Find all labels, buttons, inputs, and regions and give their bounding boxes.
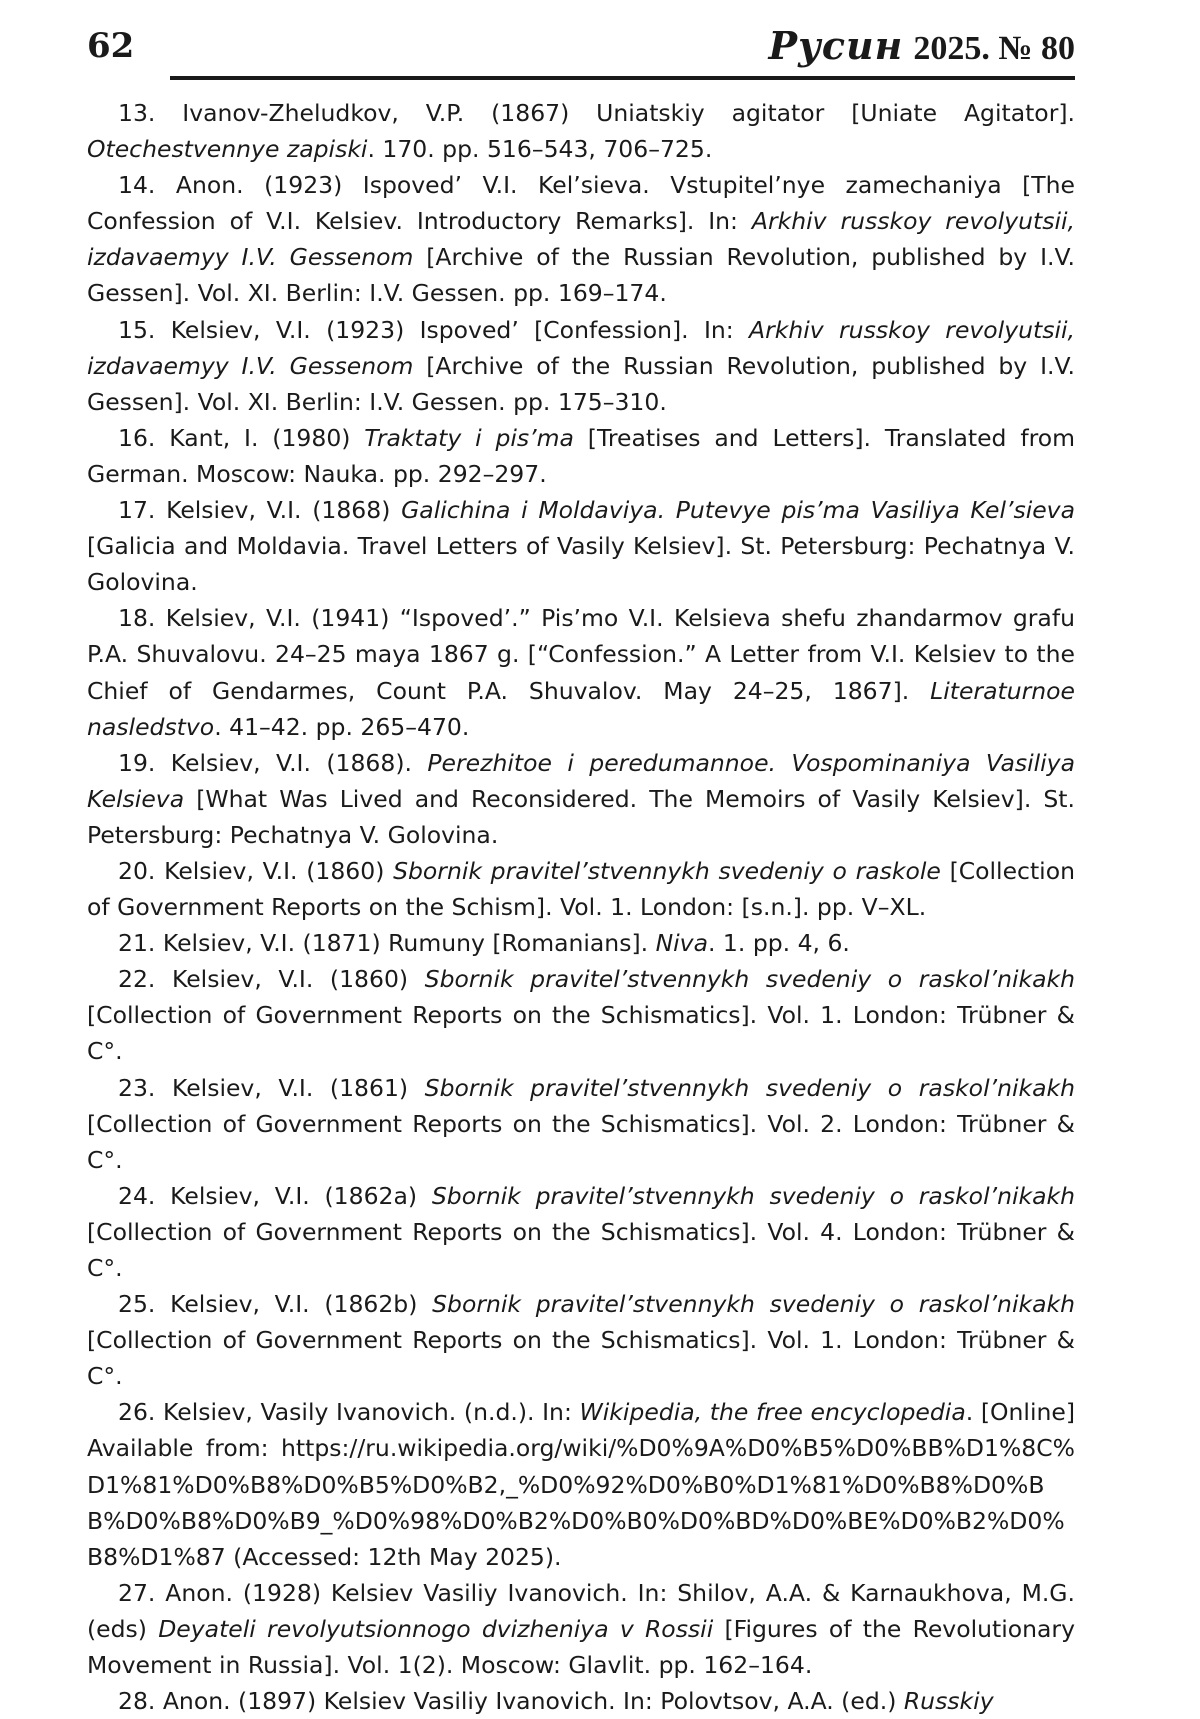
reference-text: 18. Kelsiev, V.I. (1941) “Ispoved’.” Pis’mo V.I. Kelsieva shefu zhandarmov grafu P.A. Shuvalovu. 24–25 maya 1867 g. [“Confession.” A Letter from V.I. Kelsiev to the Chief of Gendarmes, Count P.A. Shuvalov. May 24–25, 1867].: [87, 604, 1075, 705]
reference-entry: [87, 167, 1075, 311]
reference-entry: [87, 925, 1075, 961]
reference-title-italic: Russkiy: [903, 1687, 994, 1716]
reference-text: 27. Anon. (1928) Kelsiev Vasiliy Ivanovich. In: Shilov, A.A. & Karnaukhova, M.G. (eds): [87, 1578, 1075, 1643]
reference-title-italic: Literaturnoe nasledstvo: [87, 676, 1075, 741]
reference-text: [Collection of Government Reports on the Schismatics]. Vol. 1. London: Trübner & C°.: [87, 1326, 1075, 1391]
reference-text: [Figures of the Revolutionary Movement in Russia]. Vol. 1(2). Moscow: Glavlit. pp. 162–164.: [87, 1614, 1075, 1680]
reference-title-italic: Sbornik pravitel’stvennykh svedeniy o raskole: [393, 856, 941, 885]
reference-entry: [87, 1394, 1075, 1574]
reference-text: . 41–42. pp. 265–470.: [214, 712, 470, 741]
reference-text: [Collection of Government Reports on the Schism]. Vol. 1. London: [s.n.]. pp. V–XL.: [87, 856, 1075, 922]
reference-entry: [87, 420, 1075, 492]
reference-entry: [87, 853, 1075, 925]
page-number: 62: [87, 26, 135, 66]
reference-entry: [87, 600, 1075, 744]
reference-text: 22. Kelsiev, V.I. (1860): [118, 965, 425, 994]
reference-title-italic: Perezhitoe i peredumannoe. Vospominaniya Vasiliya Kelsieva: [87, 748, 1075, 813]
reference-title-italic: Sbornik pravitel’stvennykh svedeniy o raskol’nikakh: [424, 1073, 1075, 1102]
reference-text: 23. Kelsiev, V.I. (1861): [118, 1073, 425, 1102]
journal-title: Русин: [768, 23, 904, 68]
reference-text: [Archive of the Russian Revolution, published by I.V. Gessen]. Vol. XI. Berlin: I.V. Gessen. pp. 169–174.: [87, 243, 1075, 308]
reference-text: . [Online] Available from:: [87, 1398, 1076, 1463]
reference-text: 28. Anon. (1897) Kelsiev Vasiliy Ivanovich. In: Polovtsov, A.A. (ed.): [118, 1687, 904, 1716]
reference-list: [87, 95, 1075, 1719]
reference-text: 15. Kelsiev, V.I. (1923) Ispoved’ [Confession]. In:: [118, 315, 750, 344]
reference-text: [Collection of Government Reports on the Schismatics]. Vol. 1. London: Trübner & C°.: [87, 1001, 1075, 1066]
reference-title-italic: Sbornik pravitel’stvennykh svedeniy o raskol’nikakh: [424, 965, 1075, 994]
journal-issue: 2025. № 80: [913, 30, 1075, 67]
reference-text: 16. Kant, I. (1980): [118, 423, 365, 452]
reference-title-italic: Deyateli revolyutsionnogo dvizheniya v Rossii: [158, 1614, 714, 1643]
reference-text: 19. Kelsiev, V.I. (1868).: [118, 748, 428, 777]
reference-entry: [87, 1575, 1075, 1683]
reference-entry: [87, 961, 1075, 1069]
reference-text: [Treatises and Letters]. Translated from German. Moscow: Nauka. pp. 292–297.: [87, 423, 1076, 488]
reference-text: 24. Kelsiev, V.I. (1862a): [118, 1181, 432, 1210]
reference-title-italic: Otechestvennye zapiski: [87, 135, 368, 164]
running-header: [87, 24, 1075, 78]
reference-entry: [87, 745, 1075, 853]
reference-entry: [87, 312, 1075, 420]
reference-title-italic: Sbornik pravitel’stvennykh svedeniy o raskol’nikakh: [432, 1290, 1075, 1319]
reference-text: . 1. pp. 4, 6.: [707, 929, 850, 958]
reference-text: 20. Kelsiev, V.I. (1860): [118, 856, 394, 885]
reference-entry: [87, 95, 1075, 167]
reference-title-italic: Arkhiv russkoy revolyutsii, izdavaemyy I.V. Gessenom: [87, 315, 1075, 380]
reference-entry: [87, 1178, 1075, 1286]
reference-url: https://ru.wikipedia.org/wiki/%D0%9A%D0%B5%D0%BB%D1%8C%D1%81%D0%B8%D0%B5%D0%B2,_%D0%92%D0%B0%D1%81%D0%B8%D0%BB%D0%B8%D0%B9_%D0%98%D0%B2%D0%B0%D0%BD%D0%BE%D0%B2%D0%B8%D1%87: [87, 1434, 1075, 1571]
reference-title-italic: Niva: [655, 929, 708, 958]
reference-text: [Galicia and Moldavia. Travel Letters of Vasily Kelsiev]. St. Petersburg: Pechatnya V. Golovina.: [87, 532, 1075, 597]
reference-entry: [87, 1070, 1075, 1178]
reference-text: (Accessed: 12th May 2025).: [225, 1542, 562, 1571]
reference-entry: [87, 492, 1075, 600]
reference-text: [What Was Lived and Reconsidered. The Memoirs of Vasily Kelsiev]. St. Petersburg: Pechatnya V. Golovina.: [87, 784, 1075, 849]
reference-title-italic: Traktaty i pis’ma: [364, 423, 574, 452]
reference-title-italic: Wikipedia, the free encyclopedia: [579, 1398, 966, 1427]
reference-text: 26. Kelsiev, Vasily Ivanovich. (n.d.). In:: [118, 1398, 580, 1427]
reference-text: [Archive of the Russian Revolution, published by I.V. Gessen]. Vol. XI. Berlin: I.V. Gessen. pp. 175–310.: [87, 351, 1075, 416]
reference-text: 17. Kelsiev, V.I. (1868): [118, 496, 402, 525]
reference-text: 13. Ivanov-Zheludkov, V.P. (1867) Uniatskiy agitator [Uniate Agitator].: [118, 99, 1075, 127]
journal-masthead: [769, 24, 1075, 77]
reference-text: [Collection of Government Reports on the Schismatics]. Vol. 4. London: Trübner & C°.: [87, 1217, 1075, 1282]
reference-text: . 170. pp. 516–543, 706–725.: [367, 135, 713, 164]
reference-text: 21. Kelsiev, V.I. (1871) Rumuny [Romanians].: [118, 929, 656, 958]
reference-title-italic: Arkhiv russkoy revolyutsii, izdavaemyy I.V. Gessenom: [87, 207, 1075, 272]
reference-title-italic: Galichina i Moldaviya. Putevye pis’ma Vasiliya Kel’sieva: [401, 496, 1075, 525]
reference-text: 14. Anon. (1923) Ispoved’ V.I. Kel’sieva. Vstupitel’nye zamechaniya [The Confession of V.I. Kelsiev. Introductory Remarks]. In:: [87, 171, 1075, 236]
reference-title-italic: Sbornik pravitel’stvennykh svedeniy o raskol’nikakh: [431, 1181, 1075, 1210]
reference-entry: [87, 1286, 1075, 1394]
reference-text: [Collection of Government Reports on the Schismatics]. Vol. 2. London: Trübner & C°.: [87, 1109, 1075, 1174]
reference-text: 25. Kelsiev, V.I. (1862b): [118, 1290, 433, 1319]
header-rule: [170, 76, 1075, 80]
